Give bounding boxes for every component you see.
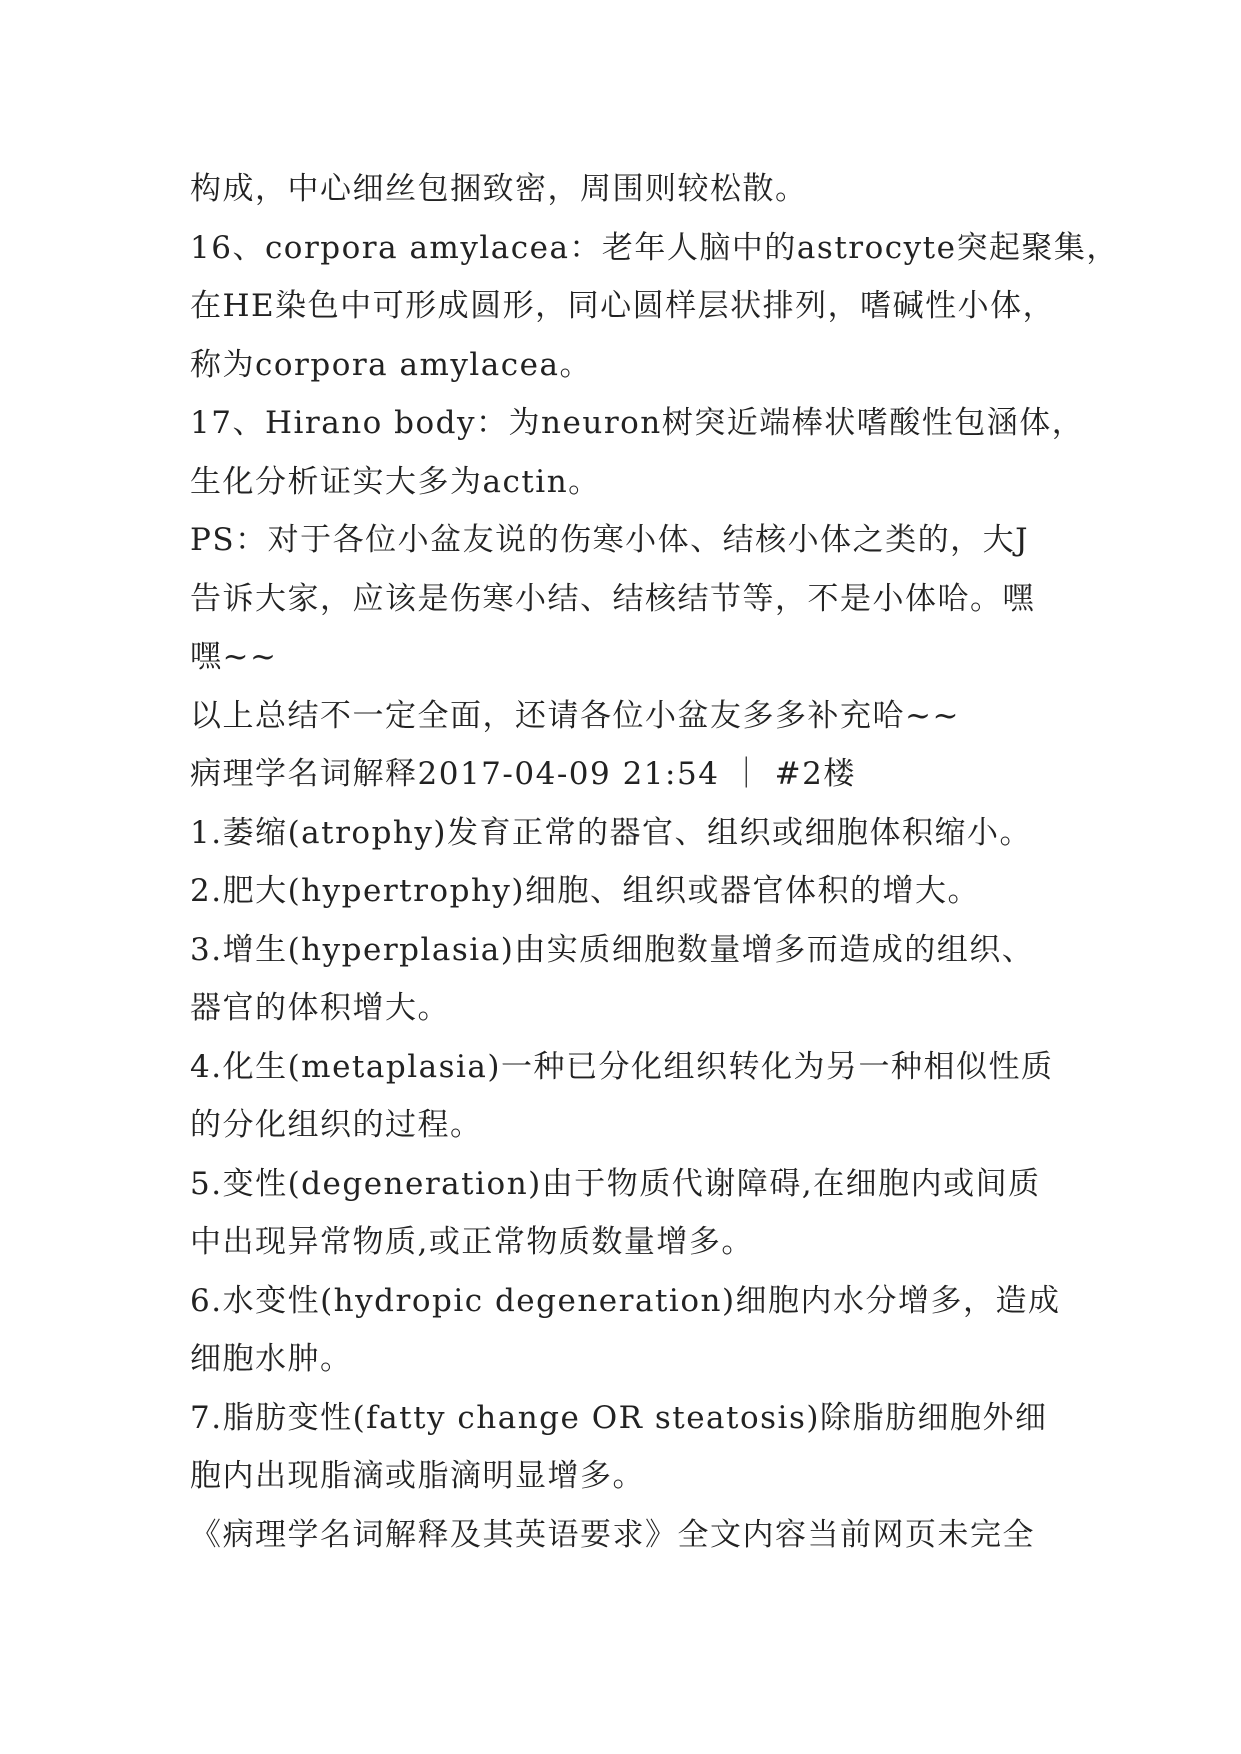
text-line: PS：对于各位小盆友说的伤寒小体、结核小体之类的，大J: [190, 522, 1030, 558]
text-line: 5.变性(degeneration)由于物质代谢障碍,在细胞内或间质: [190, 1165, 1041, 1202]
text-line: 4.化生(metaplasia)一种已分化组织转化为另一种相似性质: [190, 1048, 1054, 1085]
text-line: 细胞水肿。: [190, 1341, 353, 1377]
text-line: 中出现异常物质,或正常物质数量增多。: [190, 1224, 754, 1260]
section-heading: 病理学名词解释2017-04-09 21:54 ｜ #2楼: [190, 756, 856, 792]
text-line: 嘿~~: [190, 639, 278, 675]
text-line: 器官的体积增大。: [190, 990, 450, 1026]
text-line: 16、corpora amylacea：老年人脑中的astrocyte突起聚集，: [190, 229, 1119, 266]
document-body: [190, 160, 1119, 1564]
text-line: 以上总结不一定全面，还请各位小盆友多多补充哈~~: [190, 697, 960, 734]
text-line: 告诉大家，应该是伤寒小结、结核结节等，不是小体哈。嘿: [190, 580, 1035, 617]
text-line: 1.萎缩(atrophy)发育正常的器官、组织或细胞体积缩小。: [190, 814, 1033, 851]
text-line: 3.增生(hyperplasia)由实质细胞数量增多而造成的组织、: [190, 931, 1035, 968]
text-line: 7.脂肪变性(fatty change OR steatosis)除脂肪细胞外细: [190, 1399, 1048, 1436]
text-line: 称为corpora amylacea。: [190, 346, 592, 383]
text-line: 2.肥大(hypertrophy)细胞、组织或器官体积的增大。: [190, 873, 981, 909]
text-line: 构成，中心细丝包捆致密，周围则较松散。: [190, 171, 808, 207]
text-line: 在HE染色中可形成圆形，同心圆样层状排列，嗜碱性小体，: [190, 288, 1056, 324]
text-line: 的分化组织的过程。: [190, 1107, 483, 1143]
text-line: 《病理学名词解释及其英语要求》全文内容当前网页未完全: [190, 1516, 1035, 1553]
text-line: 生化分析证实大多为actin。: [190, 463, 601, 500]
text-line: 6.水变性(hydropic degeneration)细胞内水分增多，造成: [190, 1282, 1061, 1319]
text-line: 17、Hirano body：为neuron树突近端棒状嗜酸性包涵体，: [190, 405, 1085, 441]
text-line: 胞内出现脂滴或脂滴明显增多。: [190, 1458, 645, 1494]
